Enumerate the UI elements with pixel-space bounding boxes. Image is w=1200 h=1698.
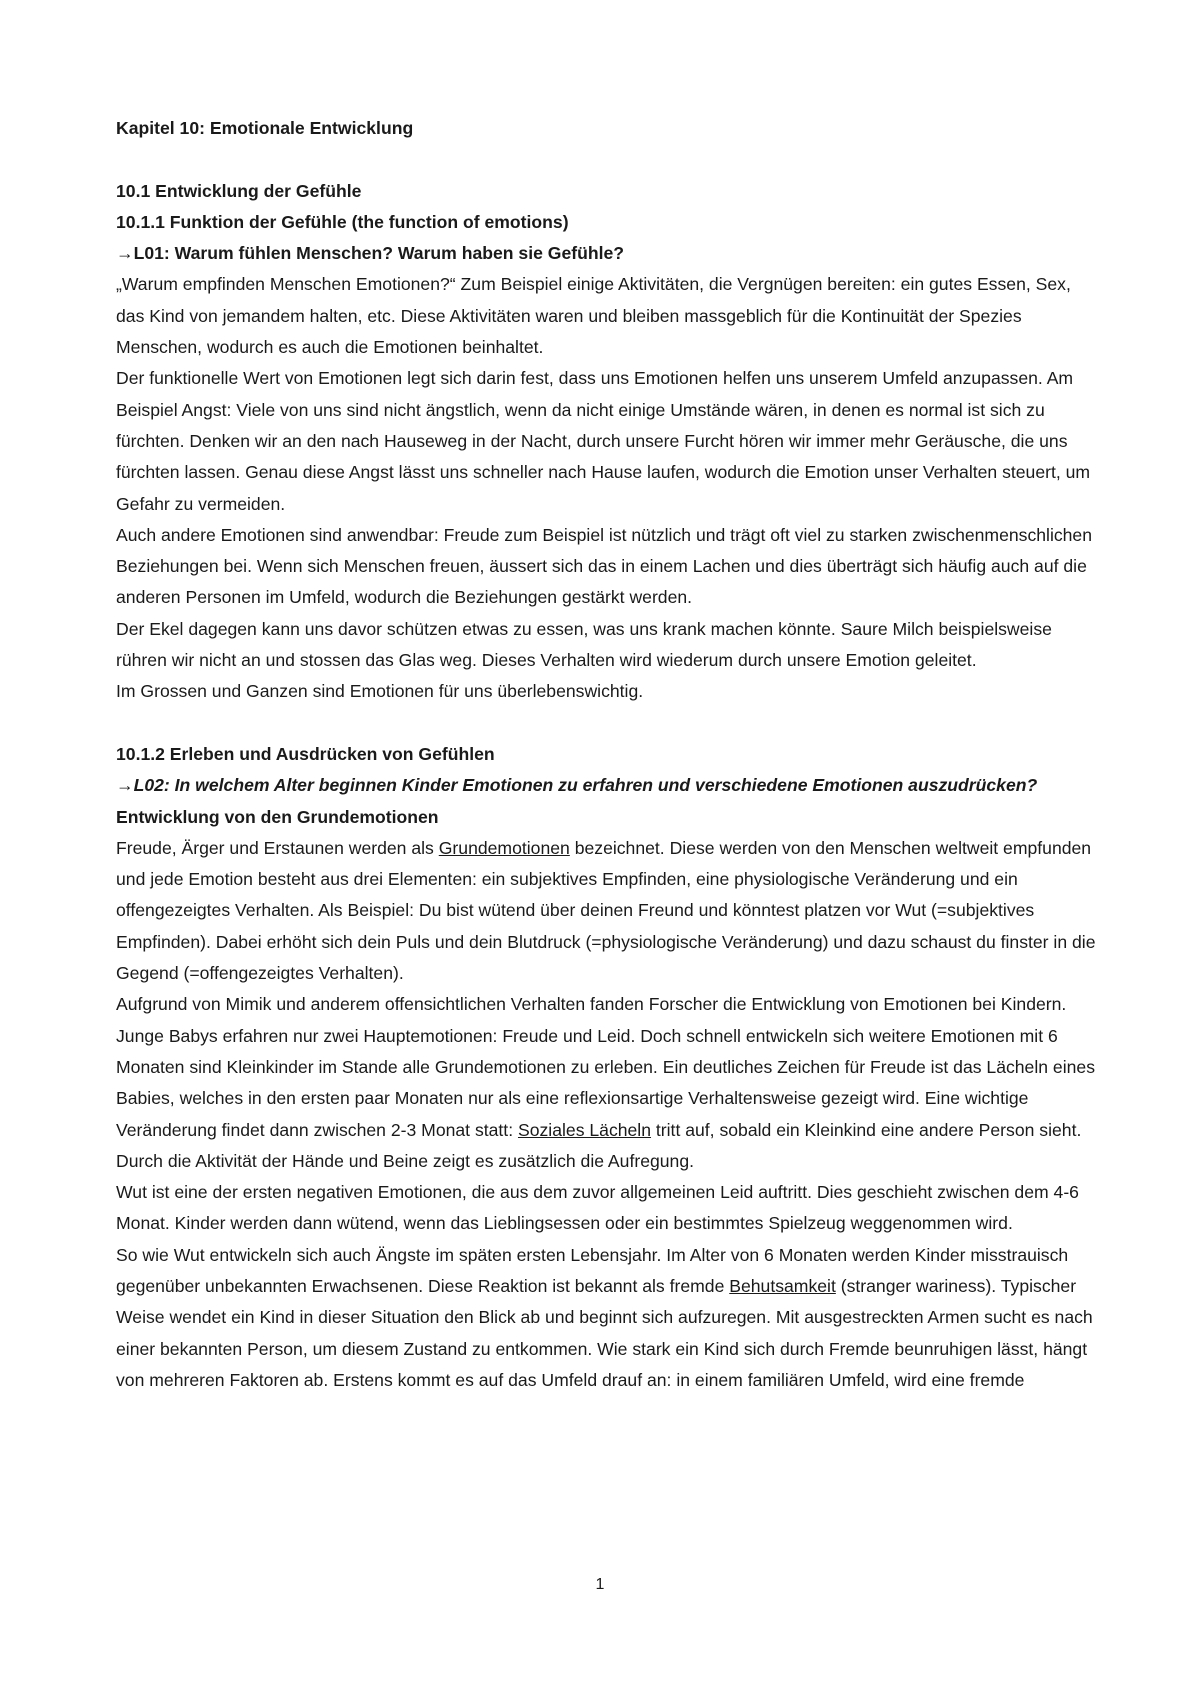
paragraph: Wut ist eine der ersten negativen Emotionen, die aus dem zuvor allgemeinen Leid auftritt. Dies geschieht zwischen dem 4-6 Monat. Kinder werden dann wütend, wenn das Lieblingsessen oder ein bestimmtes Spielzeug weggenommen wird.	[116, 1182, 1079, 1234]
paragraph: Der funktionelle Wert von Emotionen legt sich darin fest, dass uns Emotionen helfen uns unserem Umfeld anzupassen. Am Beispiel Angst: Viele von uns sind nicht ängstlich, wenn da nicht einige Umstände wären, in denen es normal ist sich zu fürchten. Denken wir an den nach Hauseweg in der Nacht, durch unsere Furcht hören wir immer mehr Geräusche, die uns fürchten lassen. Genau diese Angst lässt uns schneller nach Hause laufen, wodurch die Emotion unser Verhalten steuert, um Gefahr zu vermeiden.	[116, 368, 1091, 514]
underlined-term: Behutsamkeit	[729, 1275, 836, 1296]
underlined-term: Grundemotionen	[438, 837, 570, 858]
learning-objective-1-text: L01: Warum fühlen Menschen? Warum haben sie Gefühle?	[133, 243, 625, 264]
arrow-right-icon: →	[116, 243, 134, 264]
chapter-title: Kapitel 10: Emotionale Entwicklung	[116, 118, 414, 138]
paragraph	[116, 1240, 1100, 1396]
page-number: 1	[595, 1576, 605, 1593]
spacer	[116, 708, 1100, 739]
paragraph: „Warum empfinden Menschen Emotionen?“ Zum Beispiel einige Aktivitäten, die Vergnügen bereiten: ein gutes Essen, Sex, das Kind von jemandem halten, etc. Diese Aktivitäten waren und bleiben massgeblich für die Kontinuität der Spezies Menschen, wodurch es auch die Emotionen beinhaltet.	[116, 274, 1071, 358]
learning-objective-2-text: L02: In welchem Alter beginnen Kinder Emotionen zu erfahren und verschiedene Emotionen auszudrücken?	[133, 775, 1038, 796]
paragraph-text: tritt auf, sobald ein Kleinkind eine andere Person sieht. Durch die Aktivität der Hände und Beine zeigt es zusätzlich die Aufregung.	[116, 1119, 1082, 1171]
paragraph-text: Freude, Ärger und Erstaunen werden als	[116, 837, 439, 858]
paragraph: Im Grossen und Ganzen sind Emotionen für uns überlebenswichtig.	[116, 681, 644, 702]
section-heading-10-1-1: 10.1.1 Funktion der Gefühle (the function of emotions)	[116, 211, 569, 232]
paragraph-text: So wie Wut entwickeln sich auch Ängste im späten ersten Lebensjahr. Im Alter von 6 Monaten werden Kinder misstrauisch gegenüber unbekannten Erwachsenen. Diese Reaktion ist bekannt als fremde	[116, 1244, 1069, 1296]
paragraph	[116, 833, 1100, 989]
paragraph-text: (stranger wariness). Typischer Weise wendet ein Kind in dieser Situation den Blick ab und beginnt sich aufzuregen. Mit ausgestreckten Armen sucht es nach einer bekannten Person, um diesem Zustand zu entkommen. Wie stark ein Kind sich durch Fremde beunruhigen lässt, hängt von mehreren Faktoren ab. Erstens kommt es auf das Umfeld drauf an: in einem familiären Umfeld, wird eine fremde	[116, 1275, 1093, 1390]
subheading: Entwicklung von den Grundemotionen	[116, 806, 439, 827]
paragraph: Der Ekel dagegen kann uns davor schützen etwas zu essen, was uns krank machen könnte. Saure Milch beispielsweise rühren wir nicht an und stossen das Glas weg. Dieses Verhalten wird wiederum durch unsere Emotion geleitet.	[116, 618, 1052, 671]
underlined-term: Soziales Lächeln	[517, 1119, 652, 1140]
spacer	[116, 144, 1100, 175]
paragraph: Auch andere Emotionen sind anwendbar: Freude zum Beispiel ist nützlich und trägt oft viel zu starken zwischenmenschlichen Beziehungen bei. Wenn sich Menschen freuen, äussert sich das in einem Lachen und dies überträgt sich häufig auch auf die anderen Personen im Umfeld, wodurch die Beziehungen gestärkt werden.	[116, 524, 1092, 608]
paragraph-text: Aufgrund von Mimik und anderem offensichtlichen Verhalten fanden Forscher die Entwicklung von Emotionen bei Kindern. Junge Babys erfahren nur zwei Hauptemotionen: Freude und Leid. Doch schnell entwickeln sich weitere Emotionen mit 6 Monaten sind Kleinkinder im Stande alle Grundemotionen zu erleben. Ein deutliches Zeichen für Freude ist das Lächeln eines Babies, welches in den ersten paar Monaten nur als eine reflexionsartige Verhaltensweise gezeigt wird. Eine wichtige Veränderung findet dann zwischen 2-3 Monat statt:	[116, 994, 1095, 1140]
arrow-right-icon: →	[116, 775, 134, 796]
section-heading-10-1: 10.1 Entwicklung der Gefühle	[116, 180, 362, 201]
paragraph	[116, 989, 1100, 1177]
learning-objective-1	[116, 238, 1100, 269]
learning-objective-2	[116, 770, 1100, 801]
section-heading-10-1-2: 10.1.2 Erleben und Ausdrücken von Gefühlen	[116, 743, 495, 764]
paragraph-text: bezeichnet. Diese werden von den Menschen weltweit empfunden und jede Emotion besteht aus drei Elementen: ein subjektives Empfinden, eine physiologische Veränderung und ein offengezeigtes Verhalten. Als Beispiel: Du bist wütend über deinen Freund und könntest platzen vor Wut (=subjektives Empfinden). Dabei erhöht sich dein Puls und dein Blutdruck (=physiologische Veränderung) und dazu schaust du finster in die Gegend (=offengezeigtes Verhalten).	[116, 837, 1096, 984]
